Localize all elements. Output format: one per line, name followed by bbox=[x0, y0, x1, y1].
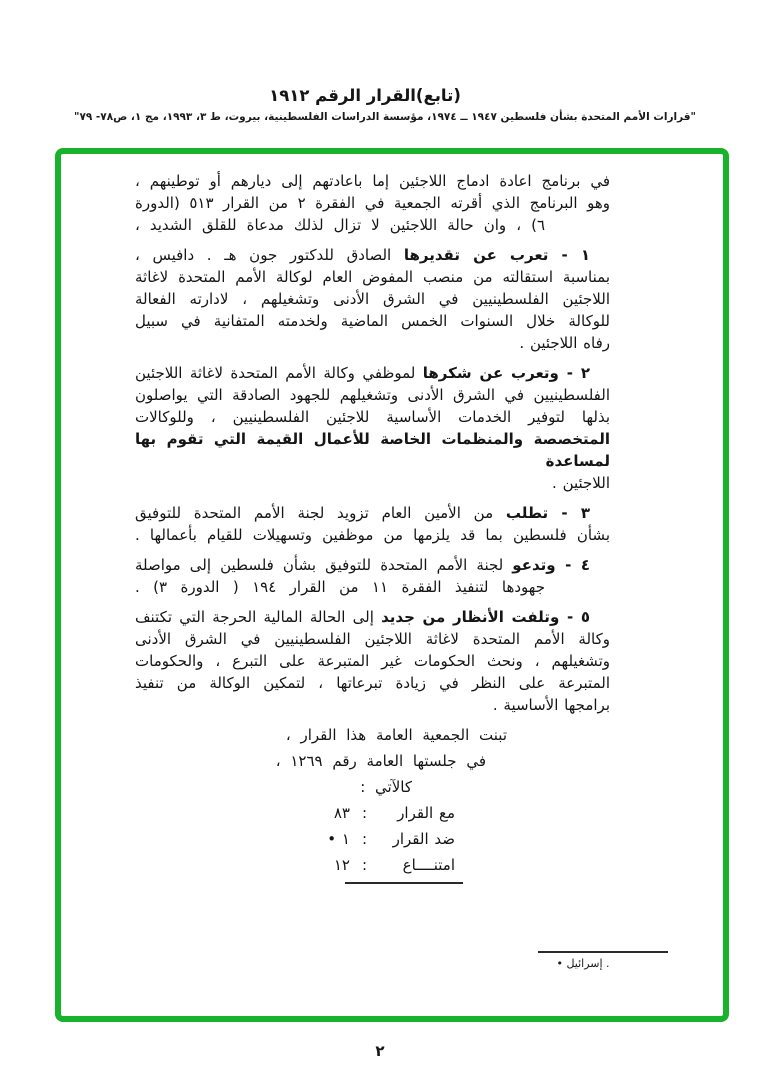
text-run: بشأن فلسطين بما قد يلزمها من موظفين وتسهيلات للقيام بأعمالها . bbox=[135, 526, 610, 544]
text-line bbox=[135, 192, 610, 214]
text-line bbox=[135, 288, 610, 310]
text-run: بذلها لتوفير الخدمات الأساسية للاجئين الفلسطينيين ، وللوكالات bbox=[135, 408, 610, 426]
text-run: اللاجئين . bbox=[552, 474, 610, 492]
highlight-frame bbox=[55, 148, 729, 1022]
text-line bbox=[135, 554, 590, 576]
text-run: الصادق للدكتور جون هـ . دافيس ، bbox=[135, 246, 404, 264]
text-run: إلى الحالة المالية الحرجة التي تكتنف bbox=[135, 608, 382, 626]
text-line bbox=[135, 722, 507, 748]
text-run: وكالة الأمم المتحدة لاغاثة اللاجئين الفلسطينيين في الشرق الأدنى bbox=[135, 630, 610, 648]
paragraph bbox=[135, 502, 610, 546]
text-line bbox=[135, 428, 610, 472]
text-line bbox=[135, 214, 545, 236]
bold-run: ٥ - وتلفت الأنظار من جديد bbox=[381, 608, 590, 626]
vote-colon: : bbox=[361, 804, 367, 822]
footnote-separator bbox=[538, 951, 668, 953]
text-line bbox=[135, 694, 610, 716]
text-line bbox=[135, 244, 590, 266]
paragraph bbox=[135, 362, 610, 494]
text-line bbox=[135, 748, 486, 774]
paragraph bbox=[135, 244, 610, 354]
text-line bbox=[135, 628, 610, 650]
text-line bbox=[135, 384, 610, 406]
bold-run: ١ - تعرب عن تقديرها bbox=[403, 246, 591, 264]
text-run: المتبرعة على النظر في زيادة تبرعاتها ، لتمكين الوكالة من تنفيذ bbox=[135, 674, 610, 692]
text-line bbox=[135, 362, 590, 384]
page-number: ٢ bbox=[375, 1042, 385, 1060]
end-of-text-divider bbox=[345, 882, 463, 884]
bold-run: المتخصصة والمنظمات الخاصة للأعمال القيمة التي تقوم بها لمساعدة bbox=[135, 430, 610, 470]
text-run: كالآتي : bbox=[360, 778, 412, 796]
text-run: من الأمين العام تزويد لجنة الأمم المتحدة للتوفيق bbox=[135, 504, 506, 522]
text-run: بمناسبة استقالته من منصب المفوض العام لوكالة الأمم المتحدة لاغاثة bbox=[135, 268, 610, 286]
text-run: جهودها لتنفيذ الفقرة ١١ من القرار ١٩٤ ( الدورة ٣) . bbox=[135, 578, 545, 596]
text-line bbox=[135, 266, 610, 288]
text-line bbox=[135, 672, 610, 694]
text-run: رفاه اللاجئين . bbox=[519, 334, 610, 352]
footnote-israel: • إسرائيل . bbox=[556, 957, 610, 970]
resolution-title: (تابع)القرار الرقم ١٩١٢ bbox=[269, 86, 461, 105]
paragraph bbox=[135, 554, 610, 598]
vote-label: مع القرار bbox=[397, 804, 455, 822]
text-line bbox=[135, 332, 610, 354]
bold-run: ٤ - وتدعو bbox=[512, 556, 590, 574]
vote-label: امتنــــاع bbox=[402, 856, 455, 874]
bold-run: ٢ - وتعرب عن شكرها bbox=[422, 364, 590, 382]
text-run: تبنت الجمعية العامة هذا القرار ، bbox=[285, 726, 507, 744]
text-run: لموظفي وكالة الأمم المتحدة لاغاثة اللاجئين bbox=[135, 364, 423, 382]
text-run: ٦) ، وان حالة اللاجئين لا تزال لذلك مدعاة للقلق الشديد ، bbox=[135, 216, 545, 234]
adoption-block bbox=[135, 722, 610, 884]
text-line bbox=[135, 170, 610, 192]
text-line bbox=[135, 472, 610, 494]
text-line bbox=[135, 406, 610, 428]
text-run: في برنامج اعادة ادماج اللاجئين إما باعادتهم إلى ديارهم أو توطينهم ، bbox=[135, 172, 610, 190]
vote-row bbox=[135, 800, 455, 826]
text-line bbox=[135, 606, 590, 628]
vote-row bbox=[135, 826, 455, 852]
text-run: للوكالة خلال السنوات الخمس الماضية ولخدمته المتفانية في سبيل bbox=[135, 312, 610, 330]
text-run: الفلسطينيين في الشرق الأدنى وتشغيلهم للجهود الصادقة التي يواصلون bbox=[135, 386, 610, 404]
vote-value: ١٢ bbox=[333, 856, 350, 874]
vote-value: ١ • bbox=[327, 830, 350, 848]
text-line bbox=[135, 502, 590, 524]
text-line bbox=[135, 650, 610, 672]
text-line bbox=[135, 310, 610, 332]
paragraph bbox=[135, 170, 610, 236]
vote-label: ضد القرار bbox=[392, 830, 455, 848]
text-line bbox=[135, 524, 610, 546]
vote-value: ٨٣ bbox=[333, 804, 350, 822]
text-run: اللاجئين الفلسطينيين في الشرق الأدنى وتشغيلهم ، لادارته الفعالة bbox=[135, 290, 610, 308]
paragraph bbox=[135, 606, 610, 716]
text-line bbox=[135, 774, 412, 800]
text-run: برامجها الأساسية . bbox=[492, 696, 610, 714]
vote-row bbox=[135, 852, 455, 878]
bold-run: ٣ - تطلب bbox=[505, 504, 591, 522]
text-line bbox=[135, 576, 545, 598]
text-run: وهو البرنامج الذي أقرته الجمعية في الفقرة ٢ من القرار ٥١٣ (الدورة bbox=[135, 194, 610, 212]
text-run: وتشغيلهم ، ونحث الحكومات غير المتبرعة على التبرع ، والحكومات bbox=[135, 652, 610, 670]
source-citation: "قرارات الأمم المتحدة بشأن فلسطين ١٩٤٧ ــ ١٩٧٤، مؤسسة الدراسات الفلسطينية، بيروت، ط ٣، ١٩٩٣، مج ١، ص٧٨- ٧٩" bbox=[73, 111, 697, 123]
text-run: في جلستها العامة رقم ١٢٦٩ ، bbox=[275, 752, 486, 770]
vote-colon: : bbox=[361, 830, 367, 848]
vote-colon: : bbox=[361, 856, 367, 874]
text-run: لجنة الأمم المتحدة للتوفيق بشأن فلسطين إلى مواصلة bbox=[135, 556, 513, 574]
resolution-body-text bbox=[61, 154, 723, 1016]
